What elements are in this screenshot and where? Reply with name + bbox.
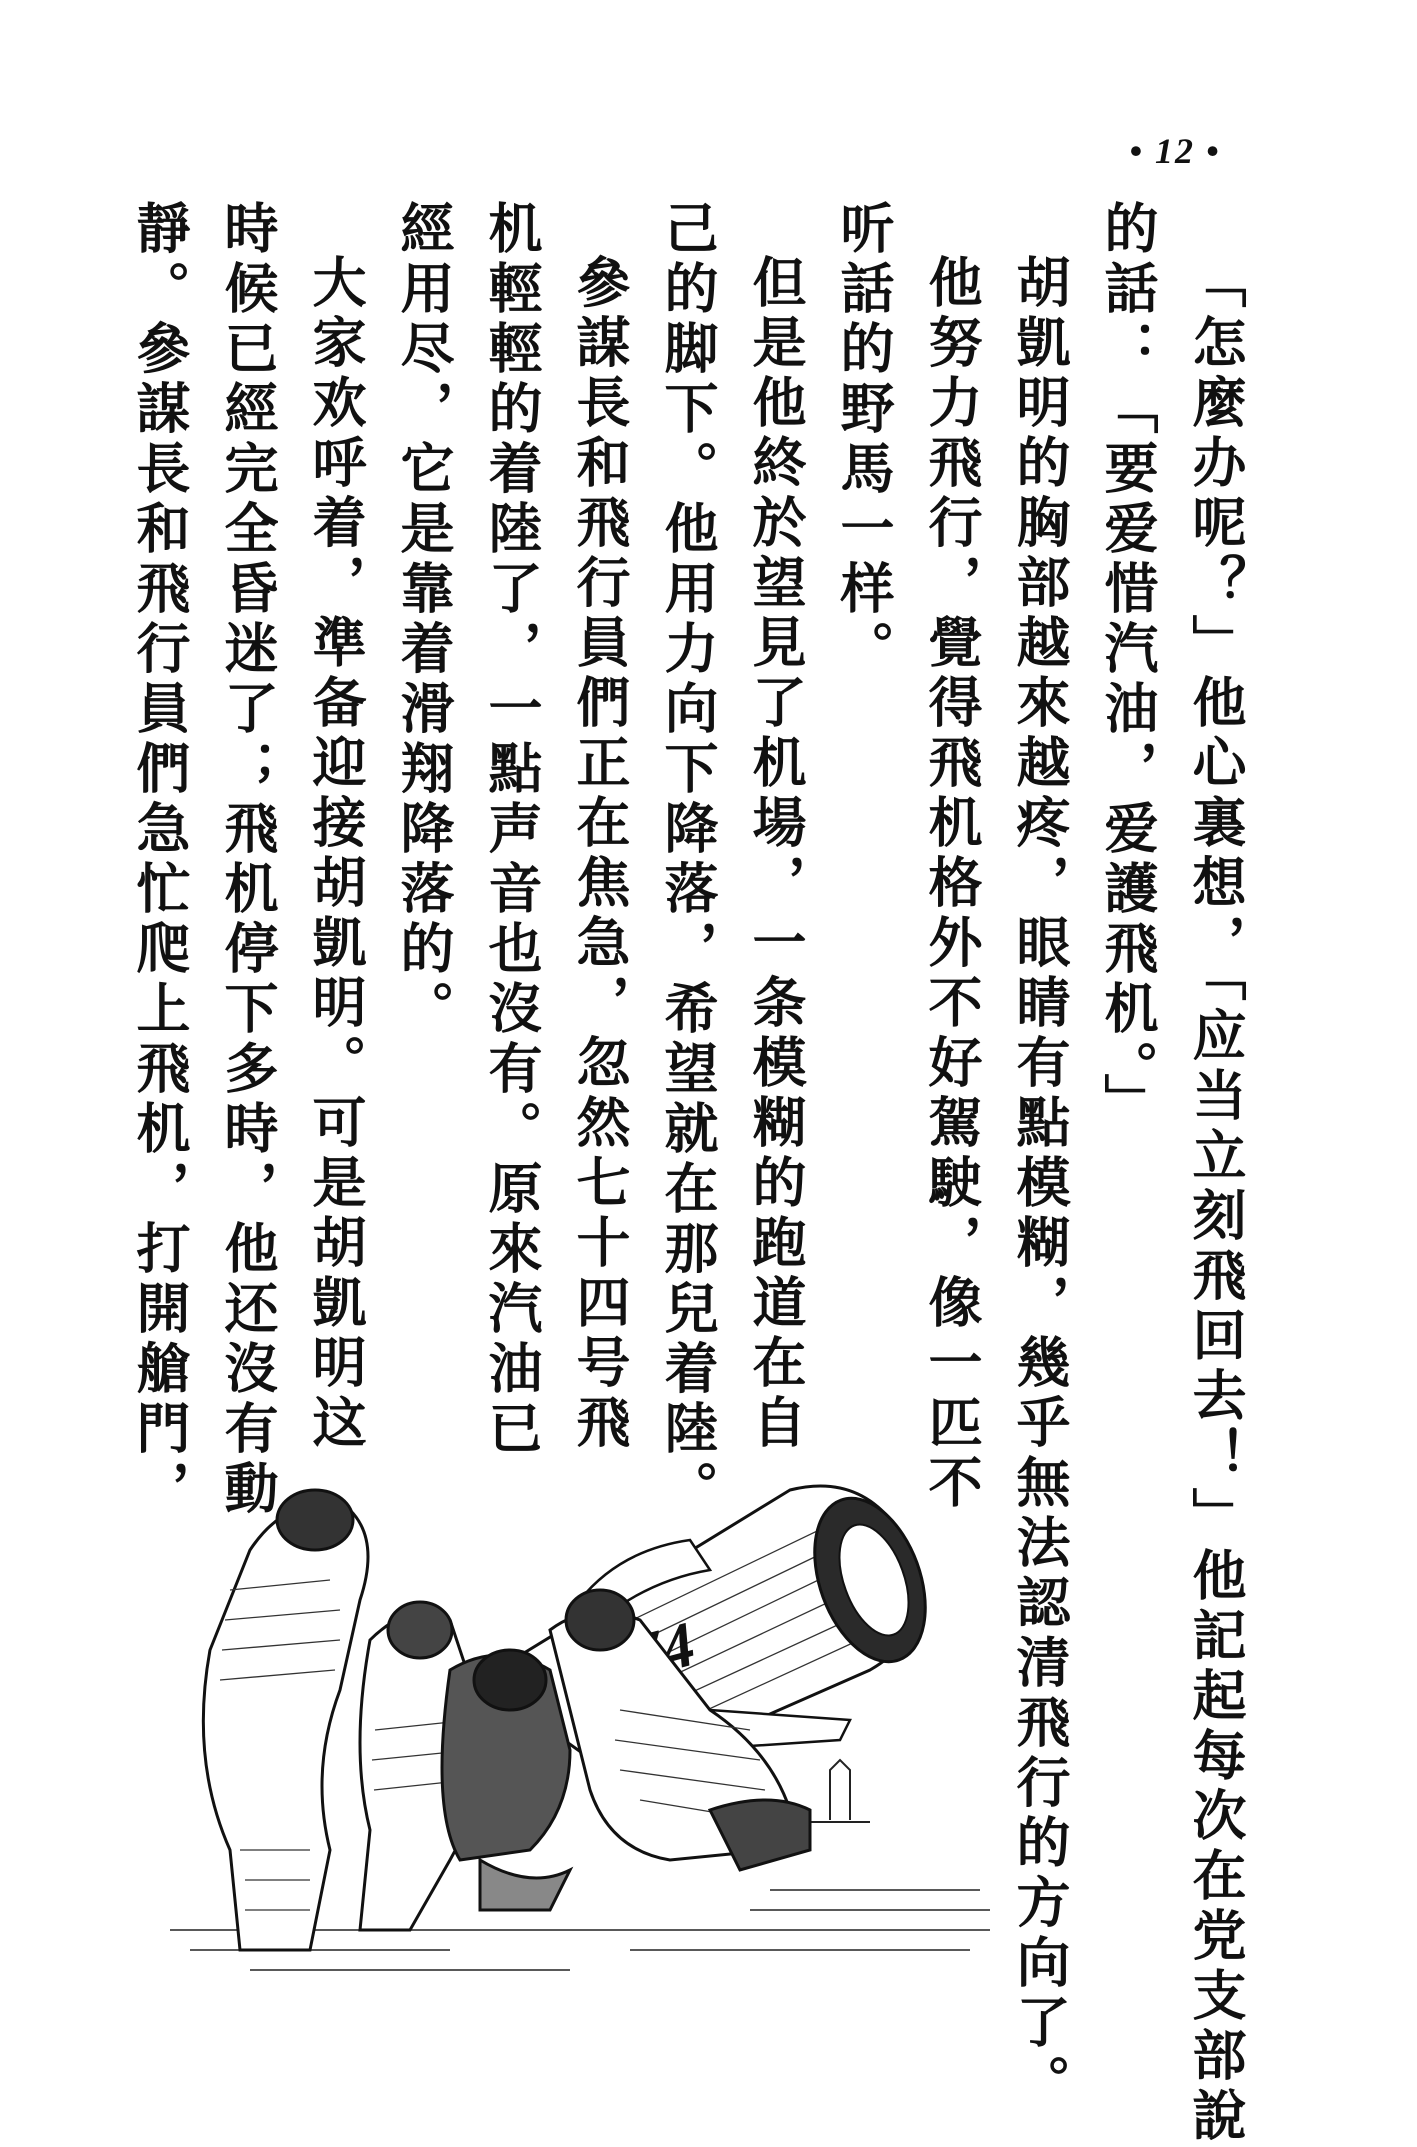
pilot-figure <box>442 1650 570 1910</box>
text-column: 机輕輕的着陸了，一點声音也沒有。原來汽油已 <box>480 200 544 1460</box>
text-column: 的話：「要爱惜汽油，爱護飛机。」 <box>1096 200 1160 1133</box>
text-column: 听話的野馬一样。 <box>832 200 896 680</box>
crew-figure-left <box>203 1490 368 1950</box>
illustration-ground-crew-jet <box>150 1430 1010 1990</box>
text-column: 時候已經完全昏迷了；飛机停下多時，他还沒有動 <box>216 200 280 1520</box>
text-column: 大家欢呼着，準备迎接胡凱明。可是胡凱明这 <box>304 254 368 1454</box>
control-tower <box>810 1760 870 1822</box>
text-column: 己的脚下。他用力向下降落，希望就在那兒着陸。 <box>656 200 720 1520</box>
text-column: 但是他終於望見了机場，一条模糊的跑道在自 <box>744 254 808 1454</box>
text-column: 參謀長和飛行員們正在焦急，忽然七十四号飛 <box>568 254 632 1454</box>
text-column: 靜。參謀長和飛行員們急忙爬上飛机，打開艙門， <box>128 200 192 1520</box>
body-text <box>128 200 1260 2147</box>
text-column: 胡凱明的胸部越來越疼，眼睛有點模糊，幾乎無法認清飛行的方向了。 <box>1008 254 1072 2114</box>
text-column: 經用尽，它是靠着滑翔降落的。 <box>392 200 456 1040</box>
text-column: 「怎麼办呢？」他心裏想，「应当立刻飛回去！」他記起每次在党支部說 <box>1184 254 1248 2147</box>
text-column: 他努力飛行，覺得飛机格外不好駕駛，像一匹不 <box>920 254 984 1514</box>
page-number: • 12 • <box>1129 131 1221 171</box>
